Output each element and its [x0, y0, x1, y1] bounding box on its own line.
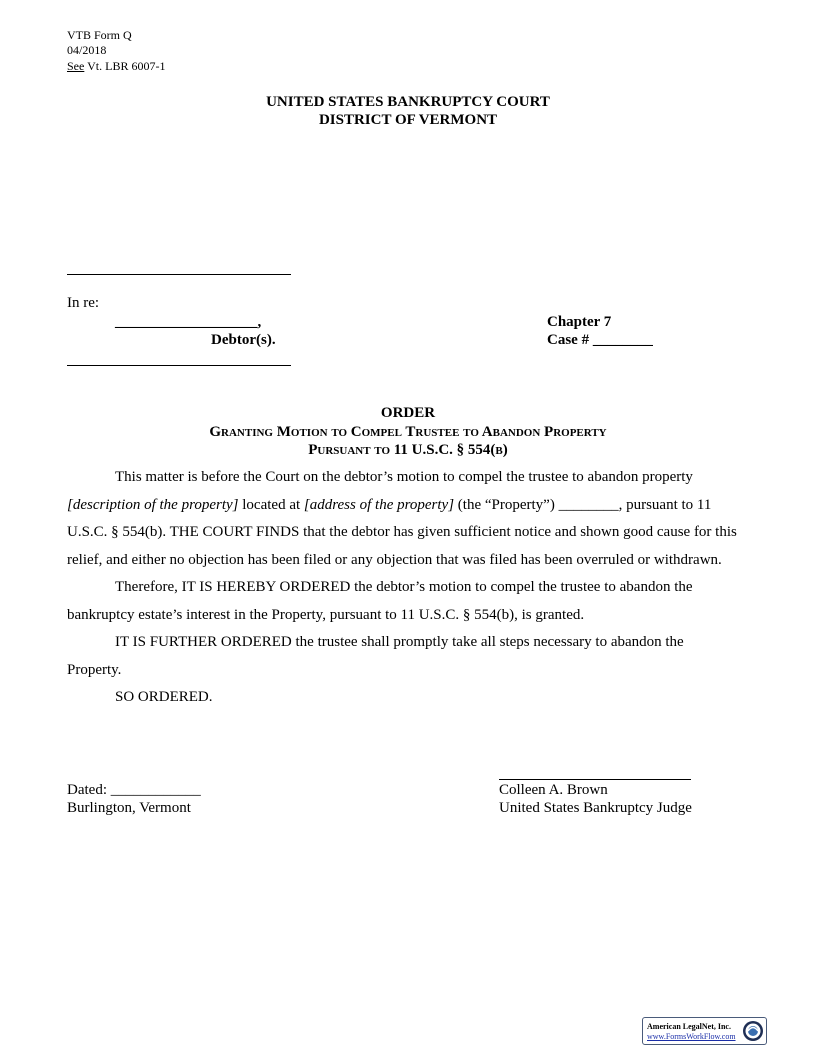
judge-signature-line — [499, 779, 691, 780]
order-subtitle: Granting Motion to Compel Trustee to Abandon Property — [209, 424, 607, 440]
court-name: UNITED STATES BANKRUPTCY COURT — [266, 94, 550, 110]
american-legalnet-logo[interactable] — [642, 1017, 767, 1045]
property-address-placeholder: [address of the property] — [303, 496, 455, 513]
paragraph-findings — [67, 464, 739, 574]
form-id: VTB Form Q — [67, 28, 132, 42]
paragraph-so-ordered: SO ORDERED. — [115, 689, 213, 705]
judge-name: Colleen A. Brown — [499, 782, 608, 798]
property-description-placeholder: [description of the property] — [67, 496, 239, 513]
findings-text-a: This matter is before the Court on the debtor’s motion to compel the trustee to abandon property — [115, 469, 693, 485]
form-date: 04/2018 — [67, 43, 107, 57]
order-body — [67, 464, 739, 712]
logo-url-link[interactable]: www.FormsWorkFlow.com — [647, 1032, 736, 1041]
legalnet-globe-icon — [742, 1020, 764, 1042]
judge-title: United States Bankruptcy Judge — [499, 800, 692, 816]
see-signal: See — [67, 59, 85, 73]
findings-text-c: (the “Property”) ________, pursuant to 11 U.S.C. § 554(b). THE COURT FINDS that the debtor has given sufficient notice and shown good cause for this relief, and either no objection has been filed or any objection that was filed has been overruled or withdrawn. — [67, 496, 737, 568]
chapter-label: Chapter 7 — [547, 314, 612, 330]
location-text: Burlington, Vermont — [67, 800, 191, 816]
court-district: DISTRICT OF VERMONT — [318, 112, 498, 128]
debtor-name-blank[interactable]: ___________________, — [115, 314, 262, 330]
debtor-label: Debtor(s). — [211, 332, 276, 348]
order-statute: Pursuant to 11 U.S.C. § 554(b) — [308, 442, 508, 458]
caption-top-rule — [67, 274, 291, 275]
in-re-label: In re: — [67, 295, 100, 311]
paragraph-ordered: Therefore, IT IS HEREBY ORDERED the debtor’s motion to compel the trustee to abandon the bankruptcy estate’s interest in the Property, pursuant to 11 U.S.C. § 554(b), is granted. — [67, 579, 693, 623]
dated-field[interactable]: Dated: ____________ — [67, 782, 201, 798]
local-rule-reference — [67, 59, 165, 74]
caption-bottom-rule — [67, 365, 291, 366]
rule-citation: Vt. LBR 6007-1 — [84, 59, 166, 73]
case-number-field[interactable]: Case # ________ — [547, 332, 653, 348]
paragraph-further-ordered: IT IS FURTHER ORDERED the trustee shall promptly take all steps necessary to abandon the Property. — [67, 634, 684, 678]
findings-text-b: located at — [238, 496, 304, 513]
logo-company-text: American LegalNet, Inc. — [647, 1022, 731, 1031]
order-title: ORDER — [380, 405, 436, 421]
